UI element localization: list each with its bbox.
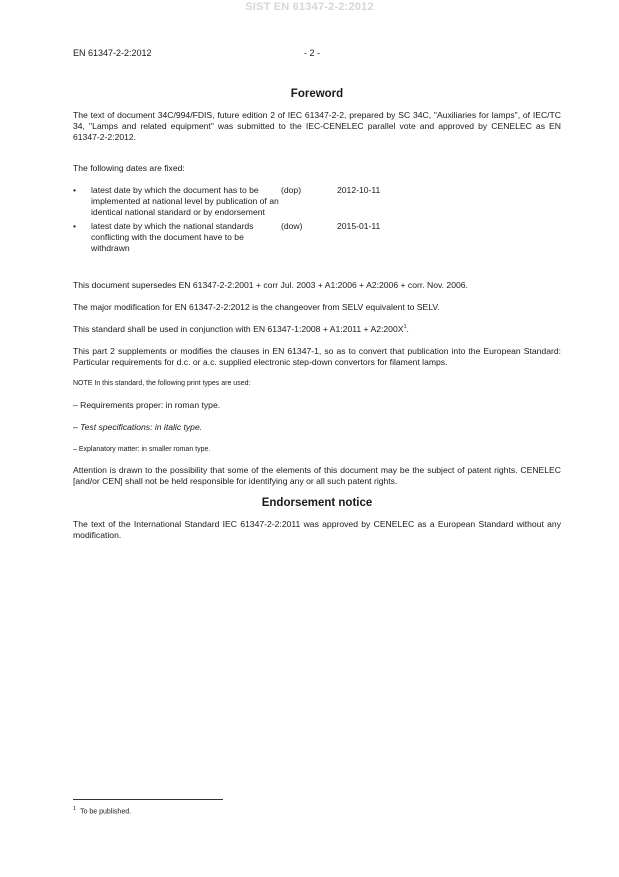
- dates-intro: The following dates are fixed:: [73, 163, 185, 173]
- watermark: SIST EN 61347-2-2:2012: [245, 1, 374, 13]
- dates-list-item: [73, 185, 561, 218]
- dates-list-item: [73, 221, 561, 254]
- print-type-test-specifications: – Test specifications: in italic type.: [73, 422, 203, 432]
- page-content: [73, 87, 561, 541]
- endorsement-title: Endorsement notice: [261, 497, 373, 509]
- bullet-icon: •: [73, 221, 77, 231]
- date-description: latest date by which the national standards conflicting with the document have to be withdrawn: [91, 221, 254, 253]
- major-modification-paragraph: The major modification for EN 61347-2-2:2012 is the changeover from SELV equivalent to SELV.: [73, 302, 440, 312]
- footnote: [73, 806, 131, 815]
- endorsement-text: The text of the International Standard IEC 61347-2-2:2011 was approved by CENELEC as a European Standard without any modification.: [73, 519, 561, 540]
- print-type-explanatory: – Explanatory matter: in smaller roman type.: [73, 446, 211, 453]
- conjunction-end: .: [406, 324, 409, 334]
- supersedes-paragraph: This document supersedes EN 61347-2-2:2001 + corr Jul. 2003 + A1:2006 + A2:2006 + corr. Nov. 2006.: [73, 280, 468, 290]
- note-paragraph: NOTE In this standard, the following print types are used:: [73, 380, 251, 387]
- date-abbr: (dow): [281, 221, 303, 231]
- foreword-title: Foreword: [290, 88, 344, 100]
- print-type-requirements: – Requirements proper: in roman type.: [73, 400, 221, 410]
- date-value: 2012-10-11: [337, 185, 381, 195]
- date-abbr: (dop): [281, 185, 302, 195]
- foreword-intro: The text of document 34C/994/FDIS, future edition 2 of IEC 61347-2-2, prepared by SC 34C, "Auxiliaries for lamps", of IEC/TC 34, "Lamps and related equipment" was submitted to the IEC-CENELEC parallel vote and approved by CENELEC as EN 61347-2-2:2012.: [73, 110, 561, 142]
- conjunction-paragraph: [73, 324, 561, 335]
- dates-list: [73, 185, 561, 254]
- date-value: 2015-01-11: [337, 221, 381, 231]
- header-doc-id: EN 61347-2-2:2012: [73, 48, 152, 58]
- bullet-icon: •: [73, 185, 77, 195]
- footnote-mark: 1: [73, 806, 77, 812]
- header-page-number: - 2 -: [303, 48, 320, 58]
- footnote-divider: [73, 799, 223, 800]
- attention-paragraph: Attention is drawn to the possibility that some of the elements of this document may be the subject of patent rights. CENELEC [and/or CEN] shall not be held responsible for identifying any or all such patent rights.: [73, 465, 561, 486]
- supplements-paragraph: This part 2 supplements or modifies the clauses in EN 61347-1, so as to convert that publication into the European Standard: Particular requirements for d.c. or a.c. supplied electronic step-down convertors for filament lamps.: [73, 346, 561, 367]
- footnote-ref[interactable]: 1: [403, 324, 407, 331]
- conjunction-text: This standard shall be used in conjunction with EN 61347-1:2008 + A1:2011 + A2:200X: [73, 324, 404, 334]
- date-description: latest date by which the document has to be implemented at national level by publication of an identical national standard or by endorsement: [91, 185, 279, 217]
- footnote-text: To be published.: [80, 808, 132, 816]
